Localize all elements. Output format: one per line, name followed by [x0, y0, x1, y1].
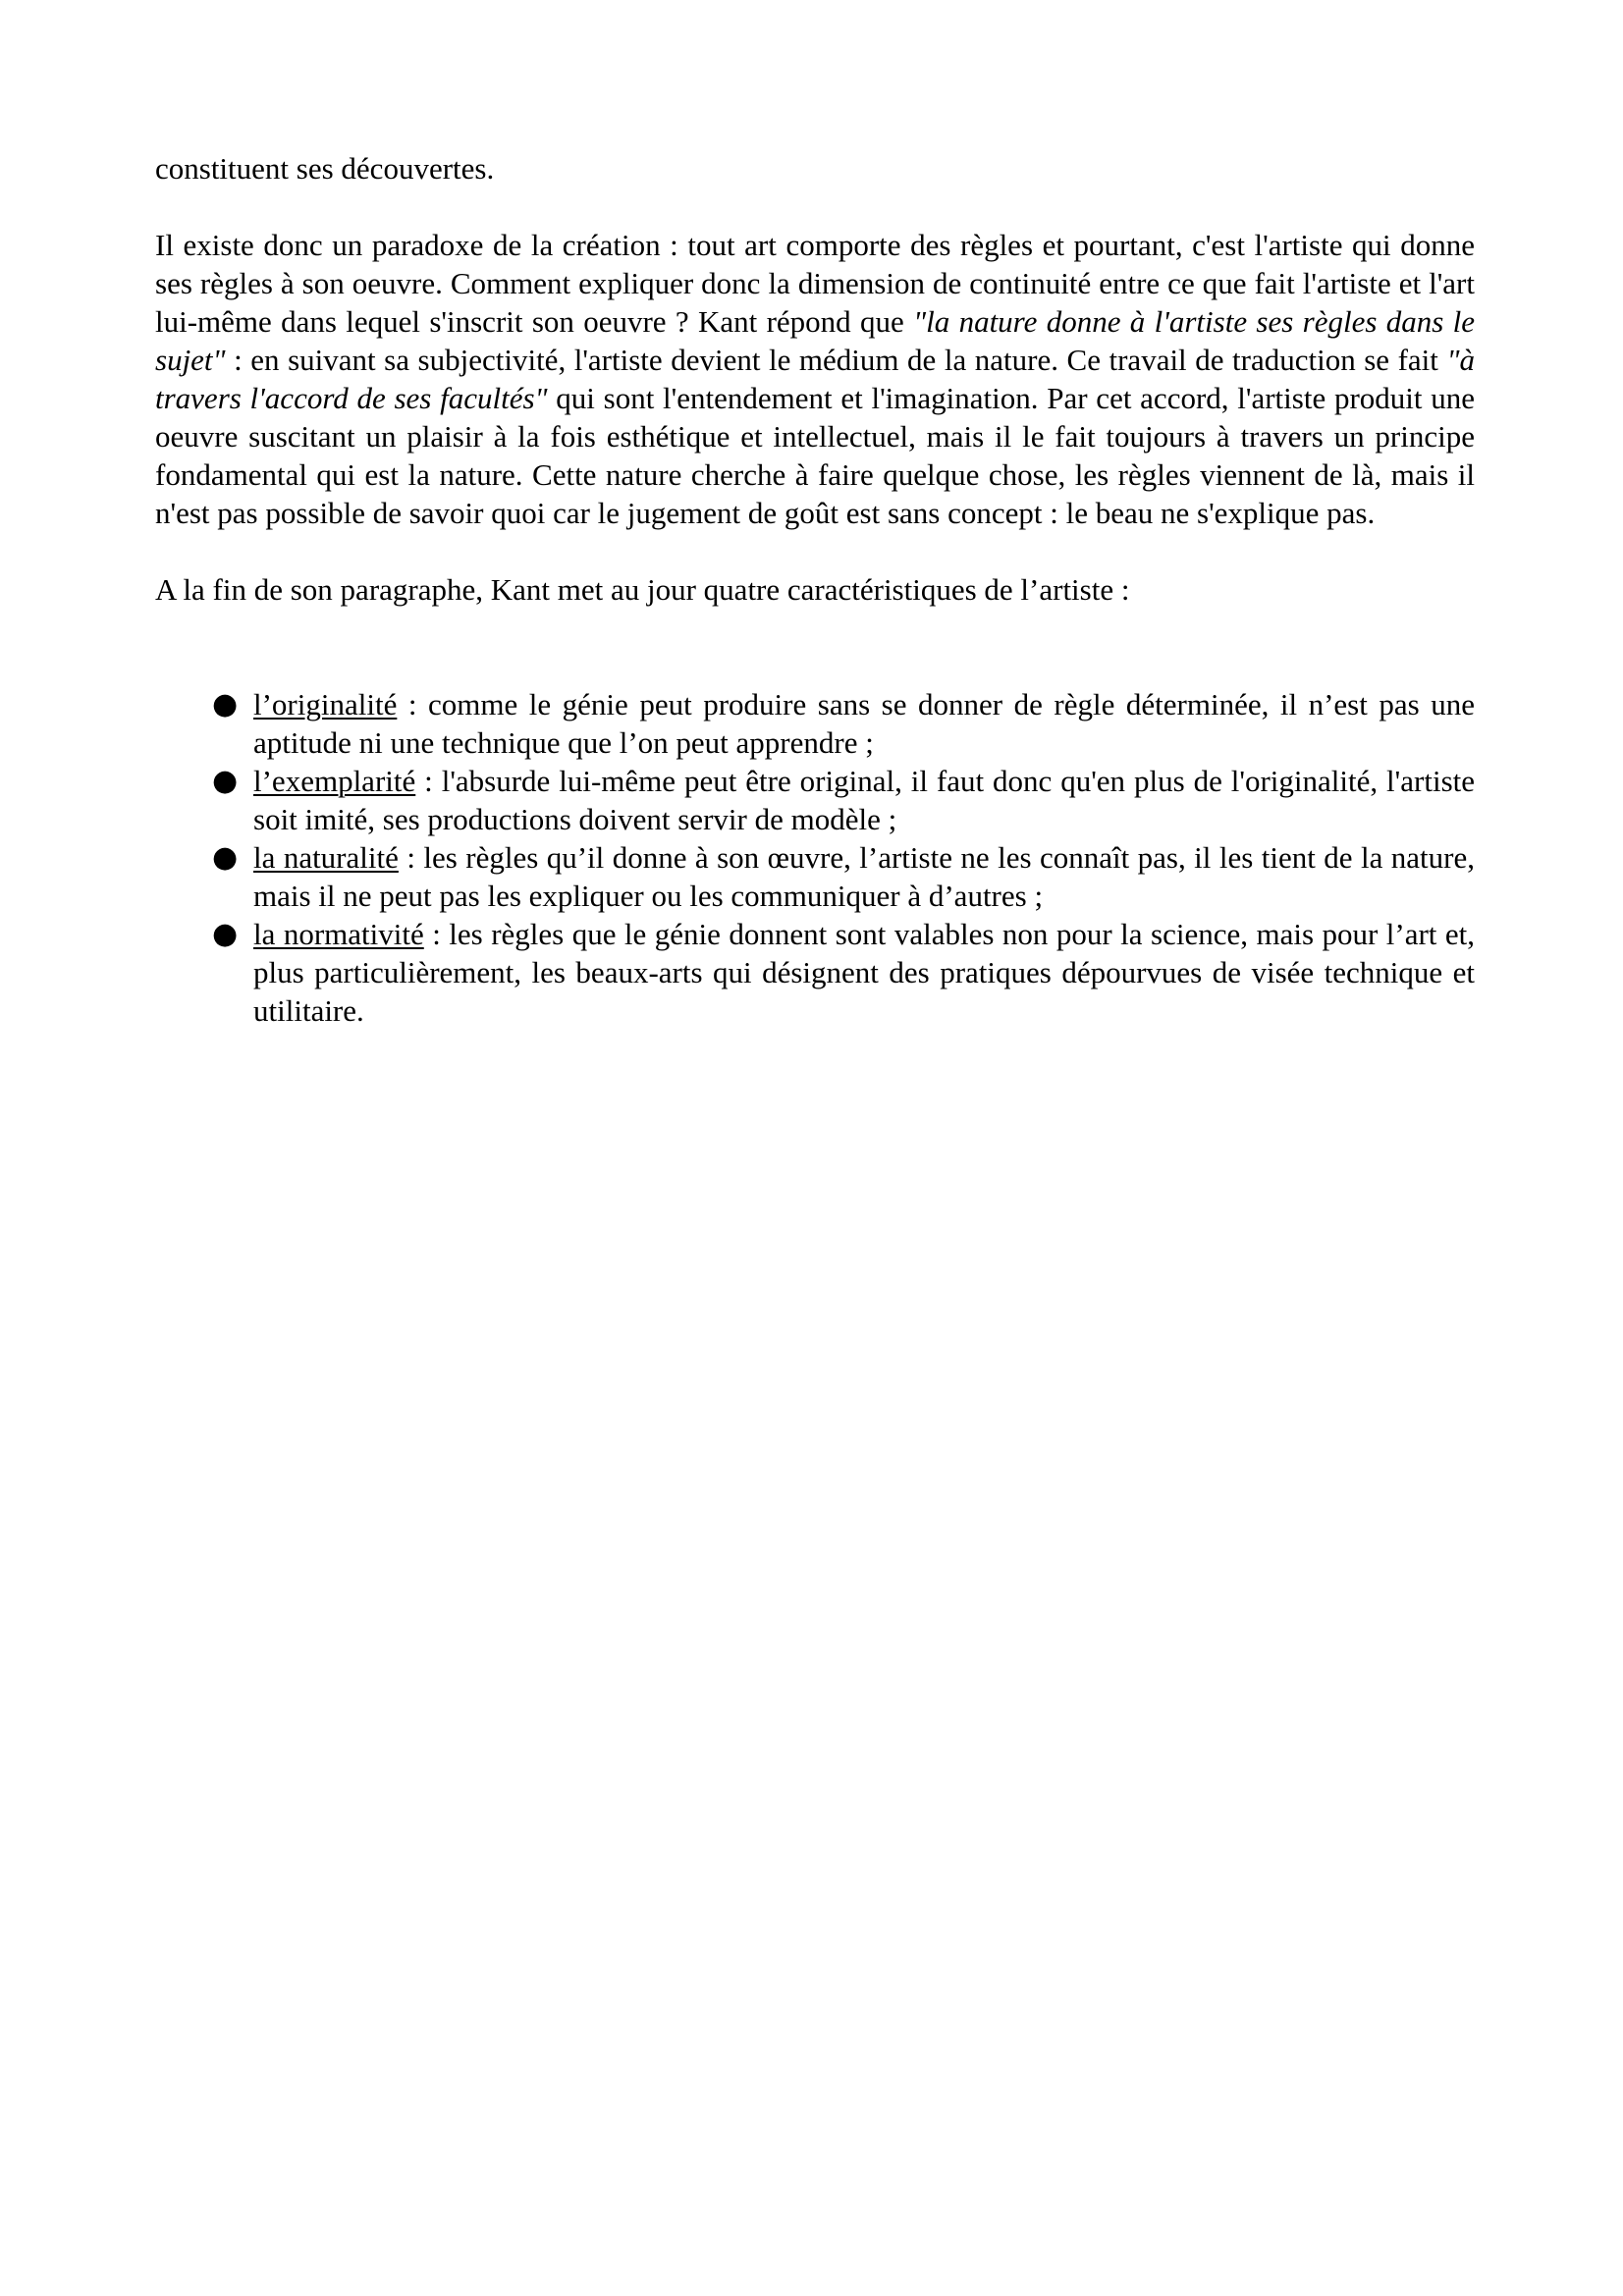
paradox-text-3: qui sont l'entendement et l'imagination. Par cet accord, l'artiste produit une oeuvre suscitant un plaisir à la fois esthétique et intellectuel, mais il le fait toujours à travers un principe fondamental qui est la nature. Cette nature cherche à faire quelque chose, les règles viennent de là, mais il n'est pas possible de savoir quoi car le jugement de goût est sans concept : le beau ne s'explique pas. [155, 381, 1475, 530]
kant-quote-nature: "la nature donne à l'artiste ses règles dans le sujet" [155, 304, 1476, 377]
bullet-icon: ● [212, 917, 239, 951]
paradox-paragraph [155, 226, 1475, 532]
term-naturalite: la naturalité [253, 840, 399, 875]
definition-originalite: : comme le génie peut produire sans se donner de règle déterminée, il n’est pas une aptitude ni une technique que l’on peut apprendre ; [253, 687, 1475, 760]
list-item [212, 762, 1475, 838]
list-item [212, 838, 1475, 915]
definition-naturalite: : les règles qu’il donne à son œuvre, l’artiste ne les connaît pas, il les tient de la nature, mais il ne peut pas les expliquer ou les communiquer à d’autres ; [253, 840, 1475, 913]
bullet-icon: ● [212, 840, 239, 875]
bullet-icon: ● [212, 764, 239, 798]
bullet-icon: ● [212, 687, 239, 721]
definition-exemplarite: : l'absurde lui-même peut être original, il faut donc qu'en plus de l'originalité, l'artiste soit imité, ses productions doivent servir de modèle ; [253, 764, 1475, 836]
term-normativite: la normativité [253, 917, 424, 951]
paradox-text-2: : en suivant sa subjectivité, l'artiste devient le médium de la nature. Ce travail de traduction se fait [225, 343, 1447, 377]
list-item [212, 915, 1475, 1030]
paradox-text-1: Il existe donc un paradoxe de la création : tout art comporte des règles et pourtant, c'est l'artiste qui donne ses règles à son oeuvre. Comment expliquer donc la dimension de continuité entre ce que fait l'artiste et l'art lui-même dans lequel s'inscrit son oeuvre ? Kant répond que [155, 228, 1475, 339]
term-originalite: l’originalité [253, 687, 398, 721]
list-item [212, 685, 1475, 762]
characteristics-intro: A la fin de son paragraphe, Kant met au jour quatre caractéristiques de l’artiste : [155, 572, 1130, 607]
characteristics-list [155, 685, 1475, 1030]
continuation-paragraph: constituent ses découvertes. [155, 151, 495, 186]
kant-quote-facultes: "à travers l'accord de ses facultés" [155, 343, 1475, 415]
term-exemplarite: l’exemplarité [253, 764, 416, 798]
definition-normativite: : les règles que le génie donnent sont valables non pour la science, mais pour l’art et, plus particulièrement, les beaux-arts qui désignent des pratiques dépourvues de visée technique et utilitaire. [253, 917, 1475, 1028]
document-body [155, 149, 1475, 1030]
